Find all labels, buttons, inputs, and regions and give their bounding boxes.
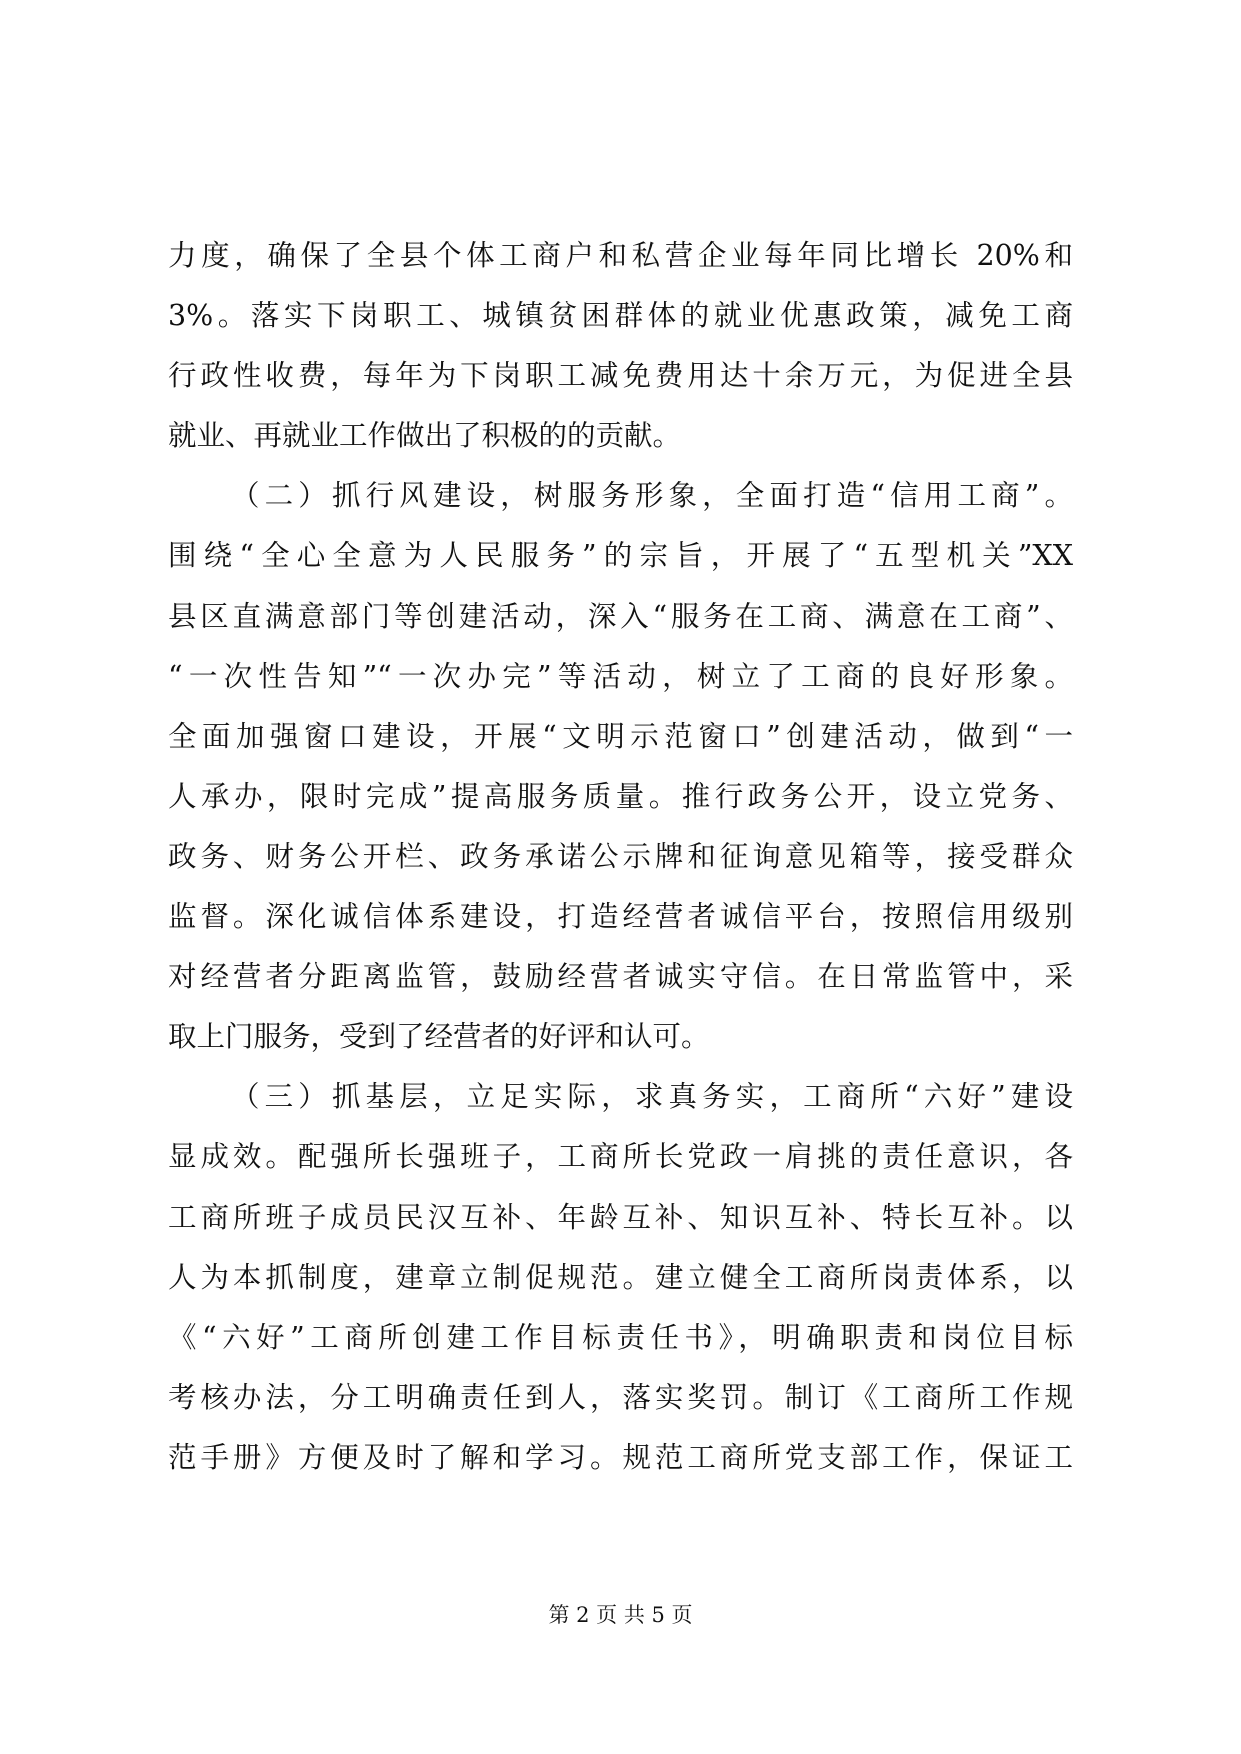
text-line: 考核办法，分工明确责任到人，落实奖罚。制订《工商所工作规 <box>168 1380 1073 1414</box>
text-line: 3%。落实下岗职工、城镇贫困群体的就业优惠政策，减免工商 <box>168 299 1073 333</box>
text-line: 行政性收费，每年为下岗职工减免费用达十余万元，为促进全县 <box>168 359 1073 393</box>
document-body <box>168 226 1073 1488</box>
page-footer <box>0 1600 1241 1630</box>
paragraph <box>168 466 1073 1067</box>
text-line: 就业、再就业工作做出了积极的的贡献。 <box>168 419 682 453</box>
text-line: 围绕“全心全意为人民服务”的宗旨，开展了“五型机关”XX <box>168 539 1073 573</box>
text-line: 监督。深化诚信体系建设，打造经营者诚信平台，按照信用级别 <box>168 900 1073 934</box>
paragraph <box>168 1067 1073 1488</box>
text-line: 力度，确保了全县个体工商户和私营企业每年同比增长 20%和 <box>168 239 1073 272</box>
text-line: 全面加强窗口建设，开展“文明示范窗口”创建活动，做到“一 <box>168 719 1073 753</box>
text-line: 工商所班子成员民汉互补、年龄互补、知识互补、特长互补。以 <box>168 1200 1073 1234</box>
text-line: 范手册》方便及时了解和学习。规范工商所党支部工作，保证工 <box>168 1440 1073 1474</box>
page-number: 第 2 页 共 5 页 <box>548 1603 693 1627</box>
text-line: 《“六好”工商所创建工作目标责任书》，明确职责和岗位目标 <box>168 1320 1073 1354</box>
paragraph-heading-line: （三）抓基层，立足实际，求真务实，工商所“六好”建设 <box>231 1080 1073 1114</box>
text-line: “一次性告知”“一次办完”等活动，树立了工商的良好形象。 <box>168 659 1073 693</box>
text-line: 政务、财务公开栏、政务承诺公示牌和征询意见箱等，接受群众 <box>168 839 1073 873</box>
paragraph-heading-line: （二）抓行风建设，树服务形象，全面打造“信用工商”。 <box>231 479 1073 513</box>
text-line: 人承办，限时完成”提高服务质量。推行政务公开，设立党务、 <box>168 779 1073 813</box>
text-line: 人为本抓制度，建章立制促规范。建立健全工商所岗责体系，以 <box>168 1260 1073 1294</box>
text-line: 对经营者分距离监管，鼓励经营者诚实守信。在日常监管中，采 <box>168 960 1073 994</box>
paragraph <box>168 226 1073 466</box>
text-line: 县区直满意部门等创建活动，深入“服务在工商、满意在工商”、 <box>168 599 1073 633</box>
text-line: 显成效。配强所长强班子，工商所长党政一肩挑的责任意识，各 <box>168 1140 1073 1174</box>
text-line: 取上门服务，受到了经营者的好评和认可。 <box>168 1020 710 1054</box>
